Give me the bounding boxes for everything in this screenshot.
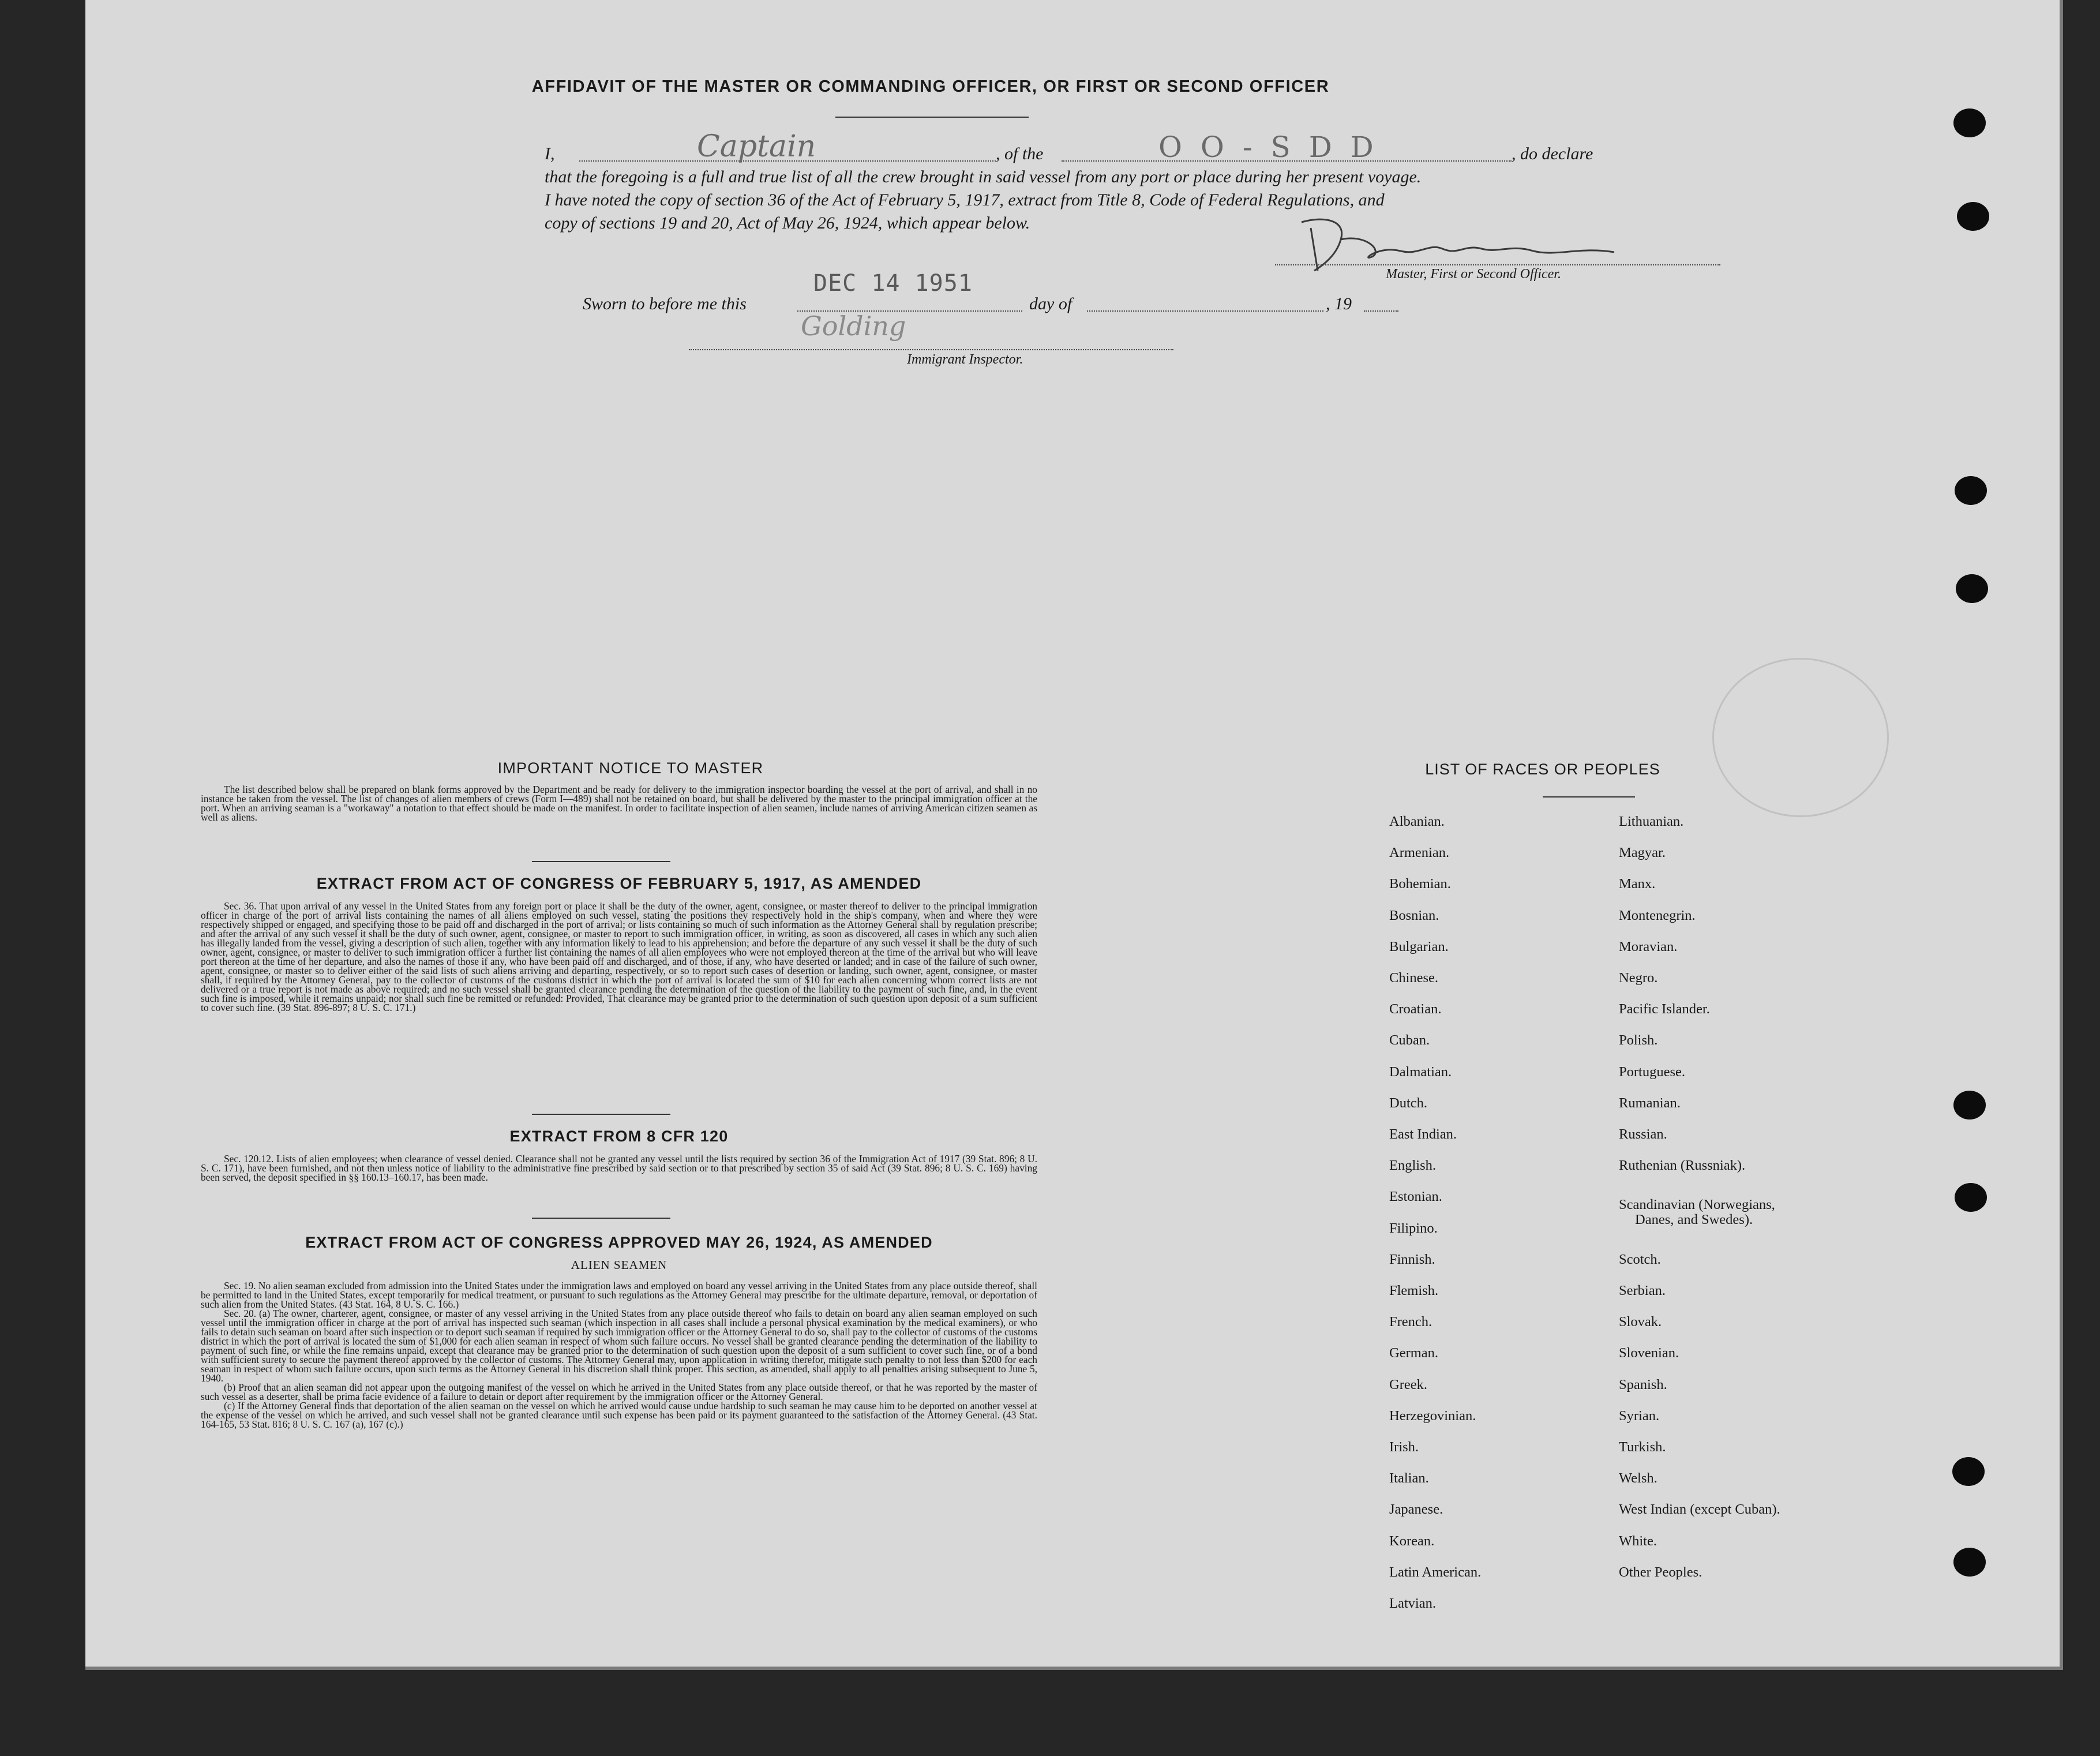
punch-hole [1955,1183,1987,1212]
notice-title: IMPORTANT NOTICE TO MASTER [497,759,764,777]
races-divider [1543,796,1635,797]
race-item: Albanian. [1389,814,1445,829]
handwritten-inspector: Golding [801,310,906,342]
extract-1924-sec20c: (c) If the Attorney General finds that deportation of the alien seaman on the vessel on which he arrived would cause undue hardship to such seaman he may cause him to be deported on another vessel at the expense of the vessel on which he arrived, and such vessel shall not be granted clearance until such expense has been paid or its payment guaranteed to the satisfaction of the Attorney General. (43 Stat. 164-165, 53 Stat. 816; 8 U. S. C. 167 (a), 167 (c).) [201,1400,1037,1430]
sworn-line [583,291,1494,317]
race-item: German. [1389,1345,1439,1361]
race-item: Lithuanian. [1619,814,1684,829]
extract-1917-title: EXTRACT FROM ACT OF CONGRESS OF FEBRUARY 5, 1917, AS AMENDED [316,875,922,892]
date-stamp: DEC 14 1951 [813,270,973,297]
extract-cfr-paragraph: Sec. 120.12. Lists of alien employees; when clearance of vessel denied. Clearance shall not be granted any vessel until the lists required by section 36 of the Immigration Act of 1917 (39 Stat. 896; 8 U. S. C. 171), have been furnished, and not then unless notice of liability to the administrative fine prescribed by said section or to that prescribed by section 35 of said Act (39 Stat. 896; 8 U. S. C. 169) having been served, the deposit specified in §§ 160.13–160.17, has been made. [201,1153,1037,1183]
race-item: Armenian. [1389,845,1450,861]
race-item: Polish. [1619,1032,1658,1049]
sworn-year: , 19 [1326,294,1352,313]
punch-hole [1956,574,1988,603]
extract-1924-text [201,1281,1037,1429]
punch-hole [1955,476,1987,505]
race-item: Manx. [1619,876,1656,892]
sworn-month-blank [1087,310,1323,312]
inspector-line [689,349,1173,350]
declaration-line-3: I have noted the copy of section 36 of the Act of February 5, 1917, extract from Title 8, Code of Federal Regulations, and [545,190,1385,209]
race-item: Finnish. [1389,1251,1435,1267]
race-item: Latvian. [1389,1596,1436,1611]
extract-1917-divider [532,1114,670,1115]
race-item: Filipino. [1389,1220,1438,1236]
declaration-of-the: , of the [996,144,1044,163]
handwritten-vessel: O O - S D D [1158,130,1378,164]
race-item: Serbian. [1619,1283,1666,1298]
race-item: Spanish. [1619,1376,1667,1392]
inspector-caption: Immigrant Inspector. [907,352,1023,367]
race-item: Montenegrin. [1619,907,1696,923]
race-item: Danes, and Swedes). [1635,1212,1753,1228]
race-item: Portuguese. [1619,1064,1685,1080]
declaration-do-declare: , do declare [1512,144,1593,163]
race-item: Rumanian. [1619,1095,1681,1111]
race-item: Scotch. [1619,1251,1661,1267]
race-item: Scandinavian (Norwegians, [1619,1197,1775,1213]
notice-divider [532,861,670,862]
race-item: East Indian. [1389,1126,1457,1142]
race-item: Moravian. [1619,938,1678,954]
race-item: Estonian. [1389,1189,1442,1205]
race-item: Croatian. [1389,1001,1442,1017]
race-item: West Indian (except Cuban). [1619,1502,1780,1518]
race-item: Dalmatian. [1389,1064,1452,1080]
race-item: Russian. [1619,1126,1667,1142]
punch-hole [1953,108,1986,137]
race-item: Syrian. [1619,1407,1660,1424]
race-item: Slovenian. [1619,1345,1679,1361]
race-item: French. [1389,1314,1432,1330]
title-divider [835,117,1029,118]
extract-1917-text [201,901,1037,1012]
race-item: Bohemian. [1389,876,1451,892]
race-item: Other Peoples. [1619,1564,1702,1580]
race-item: English. [1389,1158,1436,1174]
sworn-day-of: day of [1029,294,1072,313]
race-item: White. [1619,1533,1657,1549]
extract-cfr-title: EXTRACT FROM 8 CFR 120 [509,1128,729,1145]
race-item: Cuban. [1389,1032,1430,1049]
punch-hole [1957,202,1989,231]
race-item: Chinese. [1389,970,1439,986]
declaration-line-2: that the foregoing is a full and true list of all the crew brought in said vessel from any port or place during her present voyage. [545,167,1422,186]
handwritten-captain: Captain [697,129,816,164]
race-item: Greek. [1389,1376,1427,1392]
race-item: Japanese. [1389,1502,1443,1518]
race-item: Herzegovinian. [1389,1407,1476,1424]
faint-seal [1712,658,1889,817]
sworn-prefix: Sworn to before me this [583,294,747,313]
extract-1924-title: EXTRACT FROM ACT OF CONGRESS APPROVED MAY 26, 1924, AS AMENDED [305,1234,933,1251]
declaration-i: I, [545,144,555,163]
race-item: Turkish. [1619,1439,1666,1455]
extract-cfr-text [201,1154,1037,1182]
extract-1924-sec19: Sec. 19. No alien seaman excluded from admission into the United States under the immigration laws and employed on board any vessel arriving in the United States from any place outside thereof, shall be permitted to land in the United States, except temporarily for medical treatment, or pursuant to such regulations as the Attorney General may prescribe for the ultimate departure, removal, or deportation of such alien from the United States. (43 Stat. 164, 8 U. S. C. 166.) [201,1280,1037,1310]
punch-hole [1953,1091,1986,1120]
extract-1924-sec20b: (b) Proof that an alien seaman did not appear upon the outgoing manifest of the vessel on which he arrived in the United States from any place outside thereof, or that he was reported by the master of such vessel as a deserter, shall be prima facie evidence of a failure to detain or deport after requirement by the immigration officer or the Attorney General. [201,1381,1037,1402]
extract-1917-paragraph: Sec. 36. That upon arrival of any vessel in the United States from any foreign port or place it shall be the duty of the owner, agent, consignee, or master thereof to deliver to the principal immigration officer in charge of the port of arrival lists containing the names of all aliens employed on such vessel, stating the positions they respectively hold in the ship's company, when and where they were respectively shipped or engaged, and specifying those to be paid off and discharged in the port of arrival; or lists containing so much of such information as the Attorney General shall by regulation prescribe; and after the arrival of any such vessel it shall be the duty of such owner, agent, consignee, or master to report to such immigration officer, in writing, as soon as discovered, all cases in which any such alien has illegally landed from the vessel, giving a description of such alien, together with any information likely to lead to his apprehension; and before the departure of any such vessel it shall be the duty of such owner, agent, consignee, or master to deliver to such immigration officer a further list containing the names of all alien employees who were not employed thereon at the time of the arrival but who will leave port thereon at the time of her departure, and also the names of those if any, who have been paid off and discharged, and of those, if any, who have deserted or landed; and in case of the failure of such owner, agent, consignee, or master so to deliver either of the said lists of such aliens arriving and departing, respectively, or so to report such cases of desertion or landing, such owner, agent, consignee, or master shall, if required by the Attorney General, pay to the collector of customs of the customs district in which the port of arrival is located the sum of $10 for each alien concerning whom correct lists are not delivered or a true report is not made as above required; and no such vessel shall be granted clearance pending the determination of the question of the liability to the payment of such fine, and, in the event such fine is imposed, while it remains unpaid; nor shall such fine be remitted or refunded: Provided, That clearance may be granted prior to the determination of such question upon deposit of a sum sufficient to cover such fine. (39 Stat. 896-897; 8 U. S. C. 171.) [201,900,1037,1013]
notice-paragraph: The list described below shall be prepared on blank forms approved by the Department and be ready for delivery to the immigration inspector boarding the vessel at the port of arrival, and shall in no instance be taken from the vessel. The list of changes of alien members of crews (Form I—489) shall not be retained on board, but shall be delivered by the master to the principal immigration officer at the port. When an arriving seaman is a "workaway" a notation to that effect should be made on the manifest. In order to facilitate inspection of alien seamen, include names of arriving American citizen seamen as well as aliens. [201,784,1037,823]
race-item: Latin American. [1389,1564,1482,1580]
race-item: Bulgarian. [1389,938,1449,954]
punch-hole [1953,1548,1986,1577]
extract-1924-sec20a: Sec. 20. (a) The owner, charterer, agent, consignee, or master of any vessel arriving in the United States from any place outside thereof who fails to detain on board any alien seaman employed on such vessel until the immigration officer in charge at the port of arrival has inspected such seaman (which inspection in all cases shall include a personal physical examination by the medical examiners), or who fails to detain such seaman on board after such inspection or to deport such seaman if required by such immigration officer or the Attorney General to do so, shall pay to the collector of customs of the customs district in which the port of arrival is located the sum of $1,000 for each alien seaman in respect of whom such failure occurs. No vessel shall be granted clearance pending the determination of the liability to payment of such fine, or while the fine remains unpaid, except that clearance may be granted prior to the determination of such question upon the deposit of a sum sufficient to cover such fine, or of a bond with sufficient surety to secure the payment thereof approved by the collector of customs. The Attorney General may, upon application in writing therefor, mitigate such penalty to not less than $200 for each seaman in respect of whom such failure occurs, upon such terms as the Attorney General in his discretion shall think proper. This section, as amended, shall apply to all penalties arising subsequent to June 5, 1940. [201,1308,1037,1384]
race-item: Negro. [1619,970,1658,986]
race-item: Magyar. [1619,845,1666,861]
punch-hole [1952,1457,1985,1486]
race-item: Italian. [1389,1470,1429,1487]
affidavit-title: AFFIDAVIT OF THE MASTER OR COMMANDING OFFICER, OR FIRST OR SECOND OFFICER [531,77,1330,96]
sworn-year-blank [1364,310,1398,312]
extract-1924-subtitle: ALIEN SEAMEN [571,1258,667,1272]
race-item: Irish. [1389,1439,1419,1455]
declaration-line-4: copy of sections 19 and 20, Act of May 26, 1924, which appear below. [545,214,1030,233]
races-title: LIST OF RACES OR PEOPLES [1425,761,1660,778]
extract-cfr-divider [532,1218,670,1219]
race-item: Bosnian. [1389,907,1439,923]
notice-text [201,785,1037,822]
signature-caption: Master, First or Second Officer. [1386,267,1561,282]
race-item: Ruthenian (Russniak). [1619,1158,1746,1174]
document-page [85,0,2063,1670]
race-item: Dutch. [1389,1095,1427,1111]
race-item: Korean. [1389,1533,1435,1549]
race-item: Slovak. [1619,1314,1662,1330]
race-item: Flemish. [1389,1283,1439,1298]
race-item: Welsh. [1619,1470,1657,1487]
race-item: Pacific Islander. [1619,1001,1710,1017]
signature-line [1275,264,1720,265]
